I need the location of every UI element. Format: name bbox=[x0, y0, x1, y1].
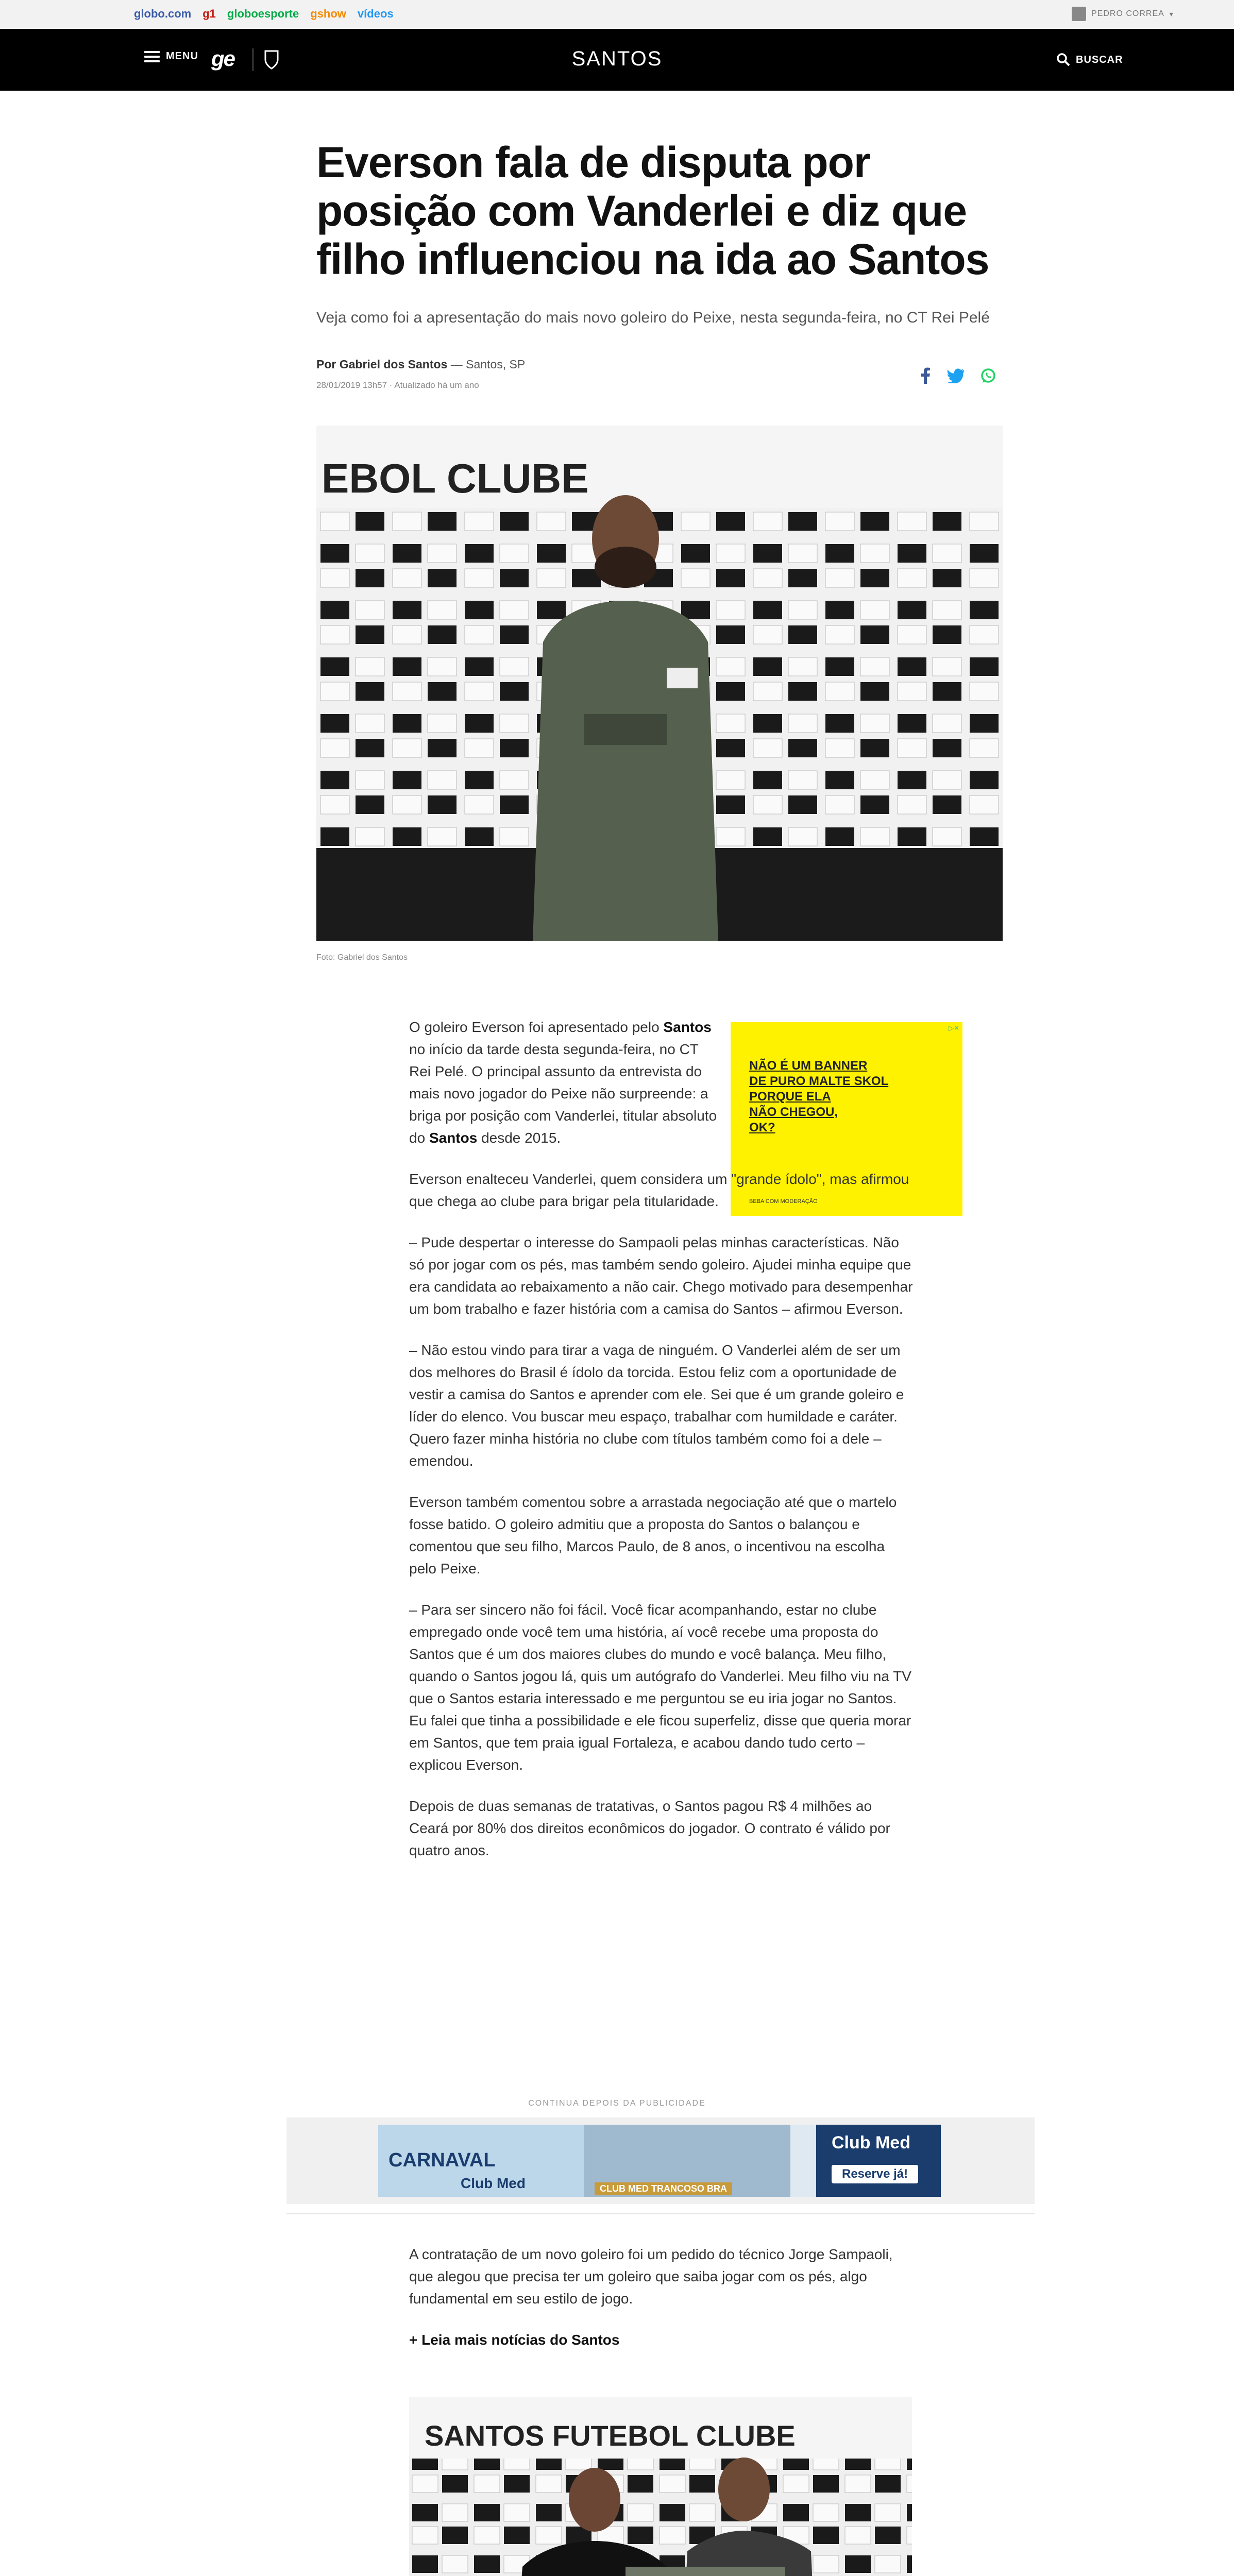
ad-label: CONTINUA DEPOIS DA PUBLICIDADE bbox=[528, 2099, 706, 2108]
paragraph: Everson enalteceu Vanderlei, quem considera um "grande ídolo", mas afirmou que chega ao clube para brigar pela titularidade. bbox=[409, 1171, 909, 1209]
search-button[interactable] bbox=[1056, 53, 1123, 67]
site-header bbox=[0, 29, 1234, 91]
photo-caption: Foto: Gabriel dos Santos bbox=[316, 953, 408, 962]
publish-date: 28/01/2019 13h57 · Atualizado há um ano bbox=[316, 380, 479, 390]
search-label: BUSCAR bbox=[1076, 54, 1123, 65]
user-name: PEDRO CORREA bbox=[1091, 9, 1164, 18]
ad-banner-brand-2: Club Med bbox=[832, 2133, 910, 2153]
user-menu[interactable] bbox=[1072, 7, 1173, 21]
ad-reserve-button[interactable]: Reserve já! bbox=[832, 2165, 918, 2183]
santos-link[interactable]: Santos bbox=[429, 1130, 478, 1146]
svg-text:EBOL CLUBE: EBOL CLUBE bbox=[322, 455, 589, 501]
ad-banner-brand: Club Med bbox=[461, 2175, 526, 2191]
ge-logo[interactable]: ge bbox=[211, 46, 235, 71]
santos-link[interactable]: Santos bbox=[663, 1019, 712, 1035]
ad-banner-clubmed[interactable] bbox=[378, 2125, 941, 2197]
link-globoesporte[interactable]: globoesporte bbox=[227, 7, 299, 20]
svg-text:SANTOS FUTEBOL CLUBE: SANTOS FUTEBOL CLUBE bbox=[425, 2419, 796, 2452]
search-icon bbox=[1056, 53, 1071, 67]
global-bar bbox=[0, 0, 1234, 29]
link-videos[interactable]: vídeos bbox=[357, 7, 394, 20]
main-photo[interactable] bbox=[316, 426, 1003, 941]
article-title: Everson fala de disputa por posição com Vanderlei e diz que filho influenciou na ida ao Santos bbox=[316, 138, 989, 283]
paragraph: Everson também comentou sobre a arrastada negociação até que o martelo fosse batido. O goleiro admitiu que a proposta do Santos o balançou e comentou que seu filho, Marcos Paulo, de 8 anos, o incentivou na escolha pelo Peixe. bbox=[409, 1494, 897, 1577]
author-location: — Santos, SP bbox=[447, 358, 526, 371]
paragraph: – Pude despertar o interesse do Sampaoli pelas minhas características. Não só por jogar com os pés, mas também sendo goleiro. Ajudei minha equipe que era candidata ao rebaixamento a não cair. Chego motivado para desempenhar um bom trabalho e fazer história com a camisa do Santos – afirmou Everson. bbox=[409, 1234, 913, 1317]
author-name[interactable]: Por Gabriel dos Santos bbox=[316, 358, 448, 371]
link-globo[interactable]: globo.com bbox=[134, 7, 192, 20]
more-news-link[interactable]: + Leia mais notícias do Santos bbox=[409, 2332, 620, 2348]
divider bbox=[286, 2213, 1035, 2214]
link-gshow[interactable]: gshow bbox=[310, 7, 346, 20]
whatsapp-icon[interactable] bbox=[980, 367, 996, 384]
ad-banner-mid: CLUB MED TRANCOSO BRA bbox=[595, 2182, 732, 2195]
paragraph: Depois de duas semanas de tratativas, o Santos pagou R$ 4 milhões ao Ceará por 80% dos direitos econômicos do jogador. O contrato é válido por quatro anos. bbox=[409, 1798, 890, 1858]
facebook-icon[interactable] bbox=[919, 367, 932, 384]
byline bbox=[316, 358, 525, 371]
chevron-down-icon: ▾ bbox=[1169, 9, 1173, 18]
link-g1[interactable]: g1 bbox=[202, 7, 216, 20]
ad-disclaimer: BEBA COM MODERAÇÃO bbox=[749, 1198, 818, 1205]
photo-everson-shirt[interactable] bbox=[409, 2397, 912, 2576]
avatar bbox=[1072, 7, 1086, 21]
article-body-2 bbox=[409, 2243, 914, 2370]
share-bar bbox=[919, 367, 996, 384]
global-links bbox=[134, 7, 394, 21]
section-title[interactable]: SANTOS bbox=[571, 47, 663, 70]
menu-label: MENU bbox=[166, 50, 198, 62]
paragraph: – Não estou vindo para tirar a vaga de ninguém. O Vanderlei além de ser um dos melhores do Brasil é ídolo da torcida. Estou feliz com a oportunidade de vestir a camisa do Santos e aprender com ele. Sei que é um grande goleiro e líder do elenco. Vou buscar meu espaço, trabalhar com humildade e caráter. Quero fazer minha história no clube com títulos também como foi a dele – emendou. bbox=[409, 1342, 904, 1469]
article-body-1 bbox=[409, 1016, 914, 1880]
paragraph: O goleiro Everson foi apresentado pelo Santos no início da tarde desta segunda-feira, no CT Rei Pelé. O principal assunto da entrevista do mais novo jogador do Peixe não surpreende: a briga por posição com Vanderlei, titular absoluto do Santos desde 2015. bbox=[409, 1019, 717, 1146]
ad-choices-icon[interactable]: ▷✕ bbox=[949, 1024, 959, 1032]
ad-banner-left: CARNAVAL bbox=[388, 2149, 496, 2171]
article-subtitle: Veja como foi a apresentação do mais novo goleiro do Peixe, nesta segunda-feira, no CT Rei Pelé bbox=[316, 309, 990, 326]
paragraph: A contratação de um novo goleiro foi um pedido do técnico Jorge Sampaoli, que alegou que precisa ter um goleiro que saiba jogar com os pés, algo fundamental em seu estilo de jogo. bbox=[409, 2246, 893, 2307]
ad-yellow-text: NÃO É UM BANNER DE PURO MALTE SKOL PORQUE ELA NÃO CHEGOU, OK? bbox=[749, 1059, 889, 1134]
paragraph: – Para ser sincero não foi fácil. Você ficar acompanhando, estar no clube empregado onde você tem uma história, aí você recebe uma proposta do Santos que é um dos maiores clubes do mundo e você balança. Meu filho, quando o Santos jogou lá, quis um autógrafo do Vanderlei. Meu filho viu na TV que o Santos estaria interessado e me perguntou se eu iria jogar no Santos. Eu falei que tinha a possibilidade e ele ficou superfeliz, disse que queria morar em Santos, que tem praia igual Fortaleza, e acabou dando tudo certo – explicou Everson. bbox=[409, 1602, 911, 1773]
twitter-icon[interactable] bbox=[947, 368, 965, 383]
